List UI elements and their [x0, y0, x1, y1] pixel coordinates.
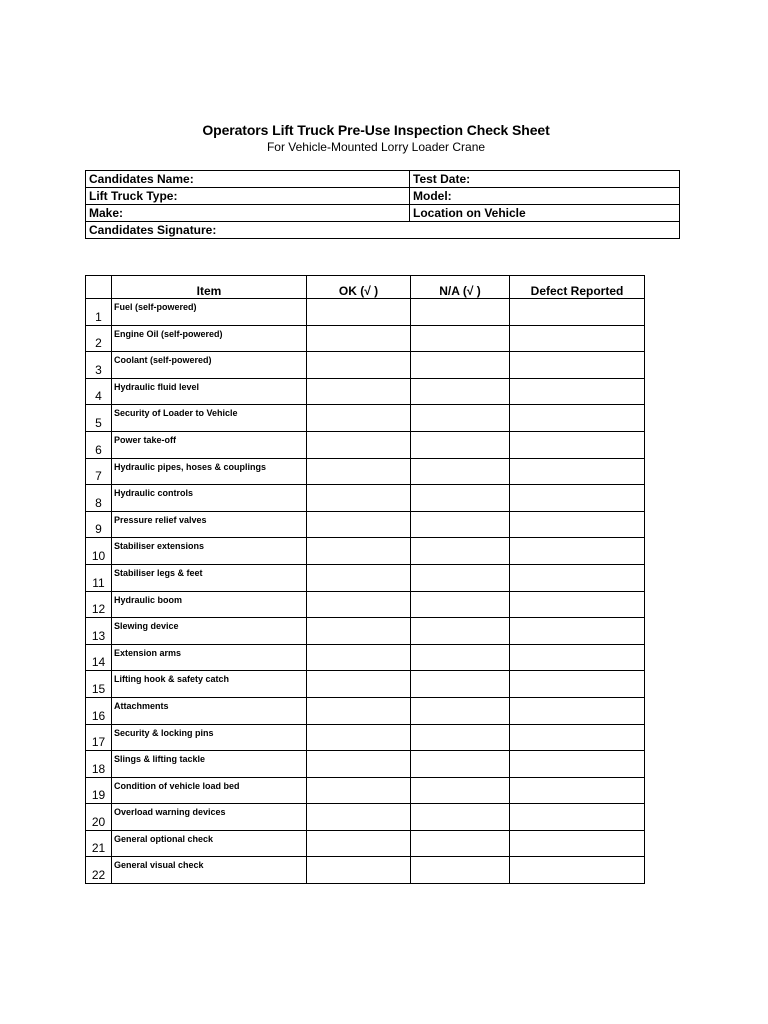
info-row [86, 222, 680, 239]
na-check-cell[interactable] [411, 724, 510, 751]
ok-check-cell[interactable] [307, 644, 411, 671]
defect-reported-cell[interactable] [510, 724, 645, 751]
na-check-cell[interactable] [411, 830, 510, 857]
table-row [86, 830, 645, 857]
ok-check-cell[interactable] [307, 511, 411, 538]
item-column-header: Item [112, 276, 307, 299]
table-row [86, 564, 645, 591]
table-row [86, 458, 645, 485]
ok-check-cell[interactable] [307, 485, 411, 512]
item-label: Extension arms [112, 644, 307, 671]
document-subtitle: For Vehicle-Mounted Lorry Loader Crane [266, 140, 486, 154]
item-number: 1 [86, 299, 112, 326]
ok-check-cell[interactable] [307, 299, 411, 326]
defect-reported-cell[interactable] [510, 644, 645, 671]
item-label: Power take-off [112, 431, 307, 458]
ok-check-cell[interactable] [307, 458, 411, 485]
item-label: General visual check [112, 857, 307, 884]
item-number: 20 [86, 804, 112, 831]
item-number: 15 [86, 671, 112, 698]
item-label: Slewing device [112, 618, 307, 645]
make-field[interactable]: Make: [86, 205, 410, 222]
ok-check-cell[interactable] [307, 618, 411, 645]
item-number: 7 [86, 458, 112, 485]
test-date-field[interactable]: Test Date: [410, 171, 680, 188]
ok-check-cell[interactable] [307, 538, 411, 565]
table-row [86, 538, 645, 565]
ok-check-cell[interactable] [307, 724, 411, 751]
inspection-checklist-table [85, 275, 645, 884]
item-label: Lifting hook & safety catch [112, 671, 307, 698]
defect-reported-cell[interactable] [510, 352, 645, 379]
defect-reported-cell[interactable] [510, 378, 645, 405]
item-number: 14 [86, 644, 112, 671]
defect-column-header: Defect Reported [510, 276, 645, 299]
item-number: 2 [86, 325, 112, 352]
table-row [86, 618, 645, 645]
na-check-cell[interactable] [411, 618, 510, 645]
table-row [86, 777, 645, 804]
ok-check-cell[interactable] [307, 751, 411, 778]
item-label: Fuel (self-powered) [112, 299, 307, 326]
ok-check-cell[interactable] [307, 671, 411, 698]
defect-reported-cell[interactable] [510, 697, 645, 724]
item-number: 9 [86, 511, 112, 538]
lift-truck-type-field[interactable]: Lift Truck Type: [86, 188, 410, 205]
defect-reported-cell[interactable] [510, 431, 645, 458]
item-label: Condition of vehicle load bed [112, 777, 307, 804]
item-label: Coolant (self-powered) [112, 352, 307, 379]
ok-check-cell[interactable] [307, 405, 411, 432]
location-on-vehicle-field[interactable]: Location on Vehicle [410, 205, 680, 222]
na-column-header: N/A (√ ) [411, 276, 510, 299]
item-number: 17 [86, 724, 112, 751]
table-row [86, 857, 645, 884]
candidates-signature-field[interactable]: Candidates Signature: [86, 222, 680, 239]
table-row [86, 378, 645, 405]
item-label: Attachments [112, 697, 307, 724]
defect-reported-cell[interactable] [510, 671, 645, 698]
candidates-name-field[interactable]: Candidates Name: [86, 171, 410, 188]
table-row [86, 644, 645, 671]
item-number: 11 [86, 564, 112, 591]
item-number: 6 [86, 431, 112, 458]
table-row [86, 804, 645, 831]
table-row [86, 299, 645, 326]
item-label: Hydraulic fluid level [112, 378, 307, 405]
ok-check-cell[interactable] [307, 830, 411, 857]
item-label: Hydraulic controls [112, 485, 307, 512]
item-number: 3 [86, 352, 112, 379]
na-check-cell[interactable] [411, 857, 510, 884]
na-check-cell[interactable] [411, 405, 510, 432]
na-check-cell[interactable] [411, 458, 510, 485]
item-label: Engine Oil (self-powered) [112, 325, 307, 352]
defect-reported-cell[interactable] [510, 325, 645, 352]
item-number: 19 [86, 777, 112, 804]
item-label: Overload warning devices [112, 804, 307, 831]
defect-reported-cell[interactable] [510, 751, 645, 778]
item-label: Stabiliser extensions [112, 538, 307, 565]
checklist-header-row [86, 276, 645, 299]
item-label: Hydraulic pipes, hoses & couplings [112, 458, 307, 485]
defect-reported-cell[interactable] [510, 804, 645, 831]
item-label: Hydraulic boom [112, 591, 307, 618]
table-row [86, 671, 645, 698]
defect-reported-cell[interactable] [510, 405, 645, 432]
item-number: 10 [86, 538, 112, 565]
item-label: Security of Loader to Vehicle [112, 405, 307, 432]
defect-reported-cell[interactable] [510, 777, 645, 804]
item-label: Pressure relief valves [112, 511, 307, 538]
item-label: Stabiliser legs & feet [112, 564, 307, 591]
table-row [86, 431, 645, 458]
info-row [86, 188, 680, 205]
defect-reported-cell[interactable] [510, 618, 645, 645]
candidate-info-table [85, 170, 680, 239]
number-column-header [86, 276, 112, 299]
ok-check-cell[interactable] [307, 378, 411, 405]
model-field[interactable]: Model: [410, 188, 680, 205]
table-row [86, 325, 645, 352]
defect-reported-cell[interactable] [510, 511, 645, 538]
table-row [86, 511, 645, 538]
item-number: 21 [86, 830, 112, 857]
defect-reported-cell[interactable] [510, 830, 645, 857]
item-number: 13 [86, 618, 112, 645]
item-number: 8 [86, 485, 112, 512]
defect-reported-cell[interactable] [510, 458, 645, 485]
na-check-cell[interactable] [411, 511, 510, 538]
table-row [86, 697, 645, 724]
na-check-cell[interactable] [411, 671, 510, 698]
item-number: 4 [86, 378, 112, 405]
defect-reported-cell[interactable] [510, 538, 645, 565]
na-check-cell[interactable] [411, 697, 510, 724]
ok-check-cell[interactable] [307, 325, 411, 352]
na-check-cell[interactable] [411, 777, 510, 804]
info-row [86, 205, 680, 222]
na-check-cell[interactable] [411, 378, 510, 405]
document-title: Operators Lift Truck Pre-Use Inspection Check Sheet [202, 122, 550, 138]
na-check-cell[interactable] [411, 485, 510, 512]
checklist-body [86, 299, 645, 884]
ok-column-header: OK (√ ) [307, 276, 411, 299]
table-row [86, 485, 645, 512]
defect-reported-cell[interactable] [510, 857, 645, 884]
item-number: 16 [86, 697, 112, 724]
defect-reported-cell[interactable] [510, 591, 645, 618]
na-check-cell[interactable] [411, 352, 510, 379]
ok-check-cell[interactable] [307, 697, 411, 724]
ok-check-cell[interactable] [307, 431, 411, 458]
ok-check-cell[interactable] [307, 352, 411, 379]
item-label: Slings & lifting tackle [112, 751, 307, 778]
na-check-cell[interactable] [411, 325, 510, 352]
table-row [86, 352, 645, 379]
table-row [86, 751, 645, 778]
table-row [86, 405, 645, 432]
item-number: 5 [86, 405, 112, 432]
item-label: General optional check [112, 830, 307, 857]
item-number: 22 [86, 857, 112, 884]
ok-check-cell[interactable] [307, 777, 411, 804]
na-check-cell[interactable] [411, 804, 510, 831]
ok-check-cell[interactable] [307, 804, 411, 831]
defect-reported-cell[interactable] [510, 299, 645, 326]
item-number: 12 [86, 591, 112, 618]
na-check-cell[interactable] [411, 431, 510, 458]
na-check-cell[interactable] [411, 591, 510, 618]
table-row [86, 724, 645, 751]
defect-reported-cell[interactable] [510, 564, 645, 591]
defect-reported-cell[interactable] [510, 485, 645, 512]
ok-check-cell[interactable] [307, 564, 411, 591]
item-number: 18 [86, 751, 112, 778]
na-check-cell[interactable] [411, 299, 510, 326]
info-row [86, 171, 680, 188]
ok-check-cell[interactable] [307, 857, 411, 884]
item-label: Security & locking pins [112, 724, 307, 751]
ok-check-cell[interactable] [307, 591, 411, 618]
na-check-cell[interactable] [411, 538, 510, 565]
na-check-cell[interactable] [411, 644, 510, 671]
table-row [86, 591, 645, 618]
na-check-cell[interactable] [411, 564, 510, 591]
na-check-cell[interactable] [411, 751, 510, 778]
